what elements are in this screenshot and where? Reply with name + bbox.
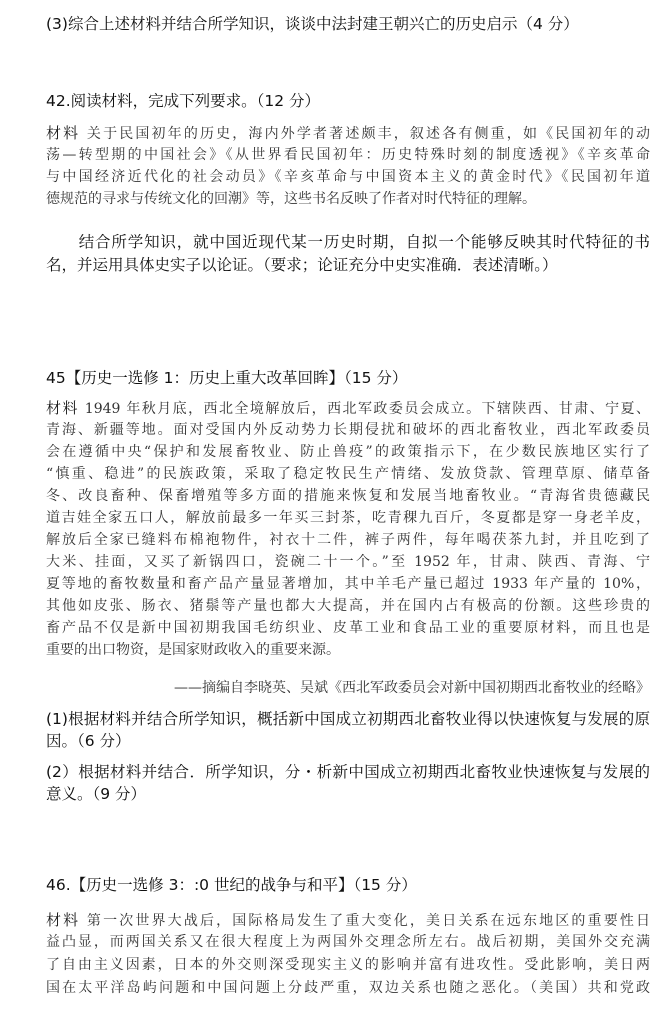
material-line: 国在太平洋岛屿问题和中国问题上分歧严重，双边关系也随之恶化。（美国）共和党政 xyxy=(46,980,650,996)
subquestion-2: (2）根据材料并结合．所学知识，分・析新中国成立初期西北畜牧业快速恢复与发展的 xyxy=(46,763,650,781)
material-line: 荡—转型期的中国社会》《从世界看民国初年：历史特殊时刻的制度透视》《辛亥革命 xyxy=(46,147,650,163)
question-title: 46.【历史一选修 3：:0 世纪的战争与和平】（15 分） xyxy=(46,876,417,894)
material-line: 益凸显，而两国关系又在很大程度上为两国外交理念所左右。战后初期，美国外交充满 xyxy=(46,934,650,950)
task-line: 名，并运用具体史实子以论证。（要求；论证充分中史实准确．表述清晰。） xyxy=(46,256,558,274)
material-line: 了自由主义因素，日本的外交则深受现实主义的影响并富有进攻性。受此影响，美日两 xyxy=(46,957,650,973)
material-text: 1949 年秋月底，西北全境解放后，西北军政委员会成立。下辖陕西、甘肃、宁夏、 xyxy=(84,401,650,417)
subquestion-2: 意义。（9 分） xyxy=(46,785,147,803)
material-line: 会在遵循中央“保护和发展畜牧业、防止兽疫”的政策指示下，在少数民族地区实行了 xyxy=(46,444,650,460)
material-line: 青海、新疆等地。面对受国内外反动势力长期侵扰和破坏的西北畜牧业，西北军政委员 xyxy=(46,422,650,438)
material-line: 重要的出口物资，是国家财政收入的重要来源。 xyxy=(46,642,340,658)
material-label: 材料 xyxy=(46,911,81,929)
material-source: ——摘编自李晓英、吴斌《西北军政委员会对新中国初期西北畜牧业的经略》 xyxy=(174,680,650,696)
question-text: (3)综合上述材料并结合所学知识，谈谈中法封建王朝兴亡的历史启示（4 分） xyxy=(46,15,579,33)
material-text: 第一次世界大战后，国际格局发生了重大变化，美日关系在远东地区的重要性日 xyxy=(86,913,650,929)
question-title: 42.阅读材料，完成下列要求。（12 分） xyxy=(46,92,321,110)
subquestion-1: 因。（6 分） xyxy=(46,732,131,750)
material-line: 大米、挂面，又买了新锅四口，瓷碗二十一个。”至 1952 年，甘肃、陕西、青海、宁 xyxy=(46,554,650,570)
question-title: 45【历史一选修 1：历史上重大改革回眸】（15 分） xyxy=(46,369,408,387)
material-label: 材料 xyxy=(46,399,79,417)
material-line: 德规范的寻求与传统文化的回潮》等，这些书名反映了作者对时代特征的理解。 xyxy=(46,191,536,207)
material-line: 解放后全家已缝料布棉袍物件，衬衣十二件，裤子两件，每年喝茯茶九封，并且吃到了 xyxy=(46,532,650,548)
material-line: 与中国经济近代化的社会动员》《辛亥革命与中国资本主义的黄金时代》《民国初年道 xyxy=(46,169,650,185)
material-line xyxy=(46,910,650,930)
material-line xyxy=(46,123,650,143)
material-line: 其他如皮张、肠衣、猪鬃等产量也都大大提高，并在国内占有极高的份额。这些珍贵的 xyxy=(46,598,650,614)
material-line: 畜产品不仅是新中国初期我国毛纺织业、皮革工业和食品工业的重要原材料，而且也是 xyxy=(46,620,650,636)
material-line: “慎重、稳进”的民族政策，采取了稳定牧民生产情绪、发放贷款、管理草原、储草备 xyxy=(46,466,650,482)
subquestion-1: (1)根据材料并结合所学知识，概括新中国成立初期西北畜牧业得以快速恢复与发展的原 xyxy=(46,710,650,728)
material-line xyxy=(46,398,650,418)
task-line: 结合所学知识，就中国近现代某一历史时期，自拟一个能够反映其时代特征的书 xyxy=(46,233,650,251)
material-line: 夏等地的畜牧数量和畜产品产量显著增加，其中羊毛产量已超过 1933 年产量的 10%， xyxy=(46,576,650,592)
material-text: 关于民国初年的历史，海内外学者著述颇丰，叙述各有侧重，如《民国初年的动 xyxy=(86,126,650,142)
material-label: 材料 xyxy=(46,124,81,142)
material-line: 道吉娃全家五口人，解放前最多一年买三封茶，吃青稞九百斤，冬夏都是穿一身老羊皮， xyxy=(46,510,650,526)
material-line: 冬、改良畜种、保畜增殖等多方面的措施来恢复和发展当地畜牧业。“青海省贵德藏民 xyxy=(46,488,650,504)
